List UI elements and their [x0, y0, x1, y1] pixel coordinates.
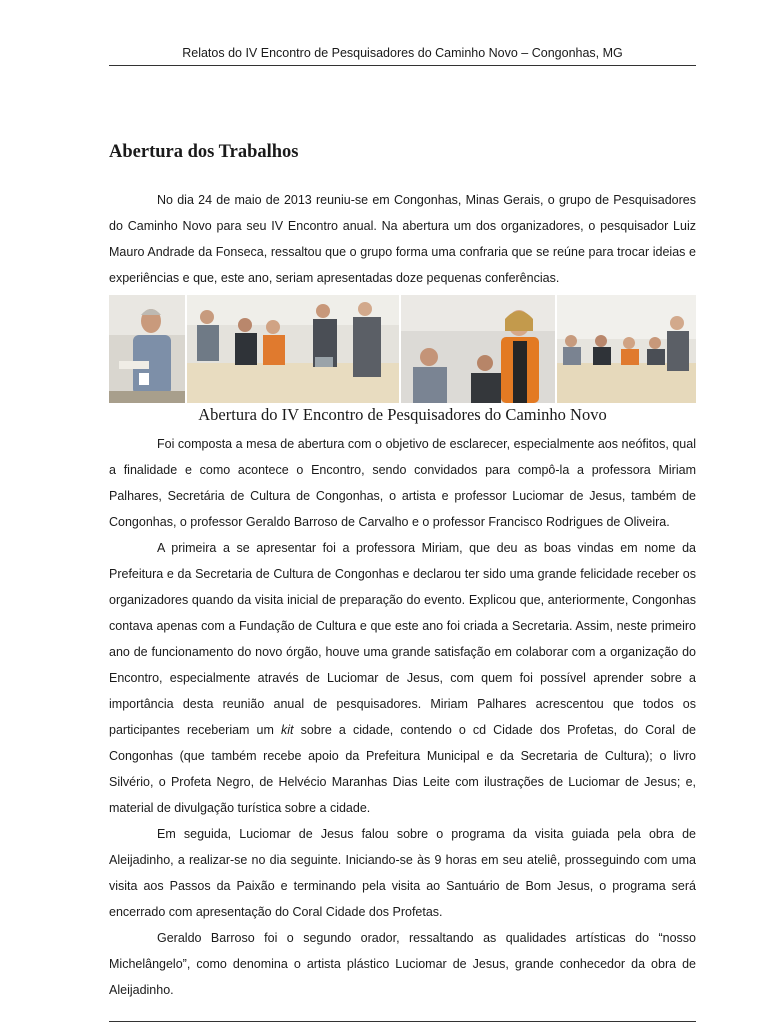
paragraph-miriam-part1: A primeira a se apresentar foi a professora Miriam, que deu as boas vindas em nome da Prefeitura e da Secretaria de Cultura de Congonhas e declarou ter sido uma grande felicidade receber os organizadores quando da visita inicial de preparação do evento. Explicou que, anteriormente, Congonhas contava apenas com a Fundação de Cultura e que este ano foi criada a Secretaria. Assim, neste primeiro ano de funcionamento do novo órgão, houve uma grande satisfação em colaborar com a organização do Encontro, especialmente através de Luciomar de Jesus, com quem foi possível aprender sobre a importância desta reunião anual de pesquisadores. Miriam Palhares acrescentou que todos os participantes receberiam um — [109, 541, 696, 737]
photo-strip — [109, 295, 696, 403]
woman-orange-jacket-photo — [401, 295, 555, 403]
kit-word: kit — [281, 723, 294, 737]
section-heading: Abertura dos Trabalhos — [109, 142, 299, 162]
body-text — [109, 431, 696, 1003]
footer-rule — [109, 1021, 696, 1022]
running-header: Relatos do IV Encontro de Pesquisadores do Caminho Novo – Congonhas, MG — [182, 46, 623, 60]
panel-wide-photo — [557, 295, 696, 403]
paragraph-mesa-abertura: Foi composta a mesa de abertura com o objetivo de esclarecer, especialmente aos neófitos, qual a finalidade e como acontece o Encontro, sendo convidados para compô-la a professora Miriam Palhares, Secretária de Cultura de Congonhas, o artista e professor Luciomar de Jesus, também de Congonhas, o professor Geraldo Barroso de Carvalho e o professor Francisco Rodrigues de Oliveira. — [109, 437, 696, 529]
paragraph-luciomar: Em seguida, Luciomar de Jesus falou sobre o programa da visita guiada pela obra de Aleijadinho, a realizar-se no dia seguinte. Iniciando-se às 9 horas em seu ateliê, prosseguindo com uma visita aos Passos da Paixão e terminando pela visita ao Santuário de Bom Jesus, o programa será encerrado com apresentação do Coral Cidade dos Profetas. — [109, 827, 696, 919]
header-rule — [109, 65, 696, 66]
photo-caption: Abertura do IV Encontro de Pesquisadores do Caminho Novo — [198, 405, 607, 424]
intro-paragraph: No dia 24 de maio de 2013 reuniu-se em Congonhas, Minas Gerais, o grupo de Pesquisadores do Caminho Novo para seu IV Encontro anual. Na abertura um dos organizadores, o pesquisador Luiz Mauro Andrade da Fonseca, ressaltou que o grupo forma uma confraria que se reúne para trocar ideias e experiências e que, este ano, seriam apresentadas doze pequenas conferências. — [109, 193, 696, 285]
panel-table-photo — [187, 295, 399, 403]
speaker-at-podium-photo — [109, 295, 185, 403]
paragraph-geraldo: Geraldo Barroso foi o segundo orador, ressaltando as qualidades artísticas do “nosso Michelângelo”, como denomina o artista plástico Luciomar de Jesus, grande conhecedor da obra de Aleijadinho. — [109, 931, 696, 997]
paragraph-miriam — [109, 535, 696, 821]
paragraph-miriam-part2: sobre a cidade, contendo o cd Cidade dos Profetas, do Coral de Congonhas (que também recebe apoio da Prefeitura Municipal e da Secretaria de Cultura); o livro Silvério, o Profeta Negro, de Helvécio Maranhas Dias Leite com ilustrações de Luciomar de Jesus; e, material de divulgação turística sobre a cidade. — [109, 723, 696, 815]
